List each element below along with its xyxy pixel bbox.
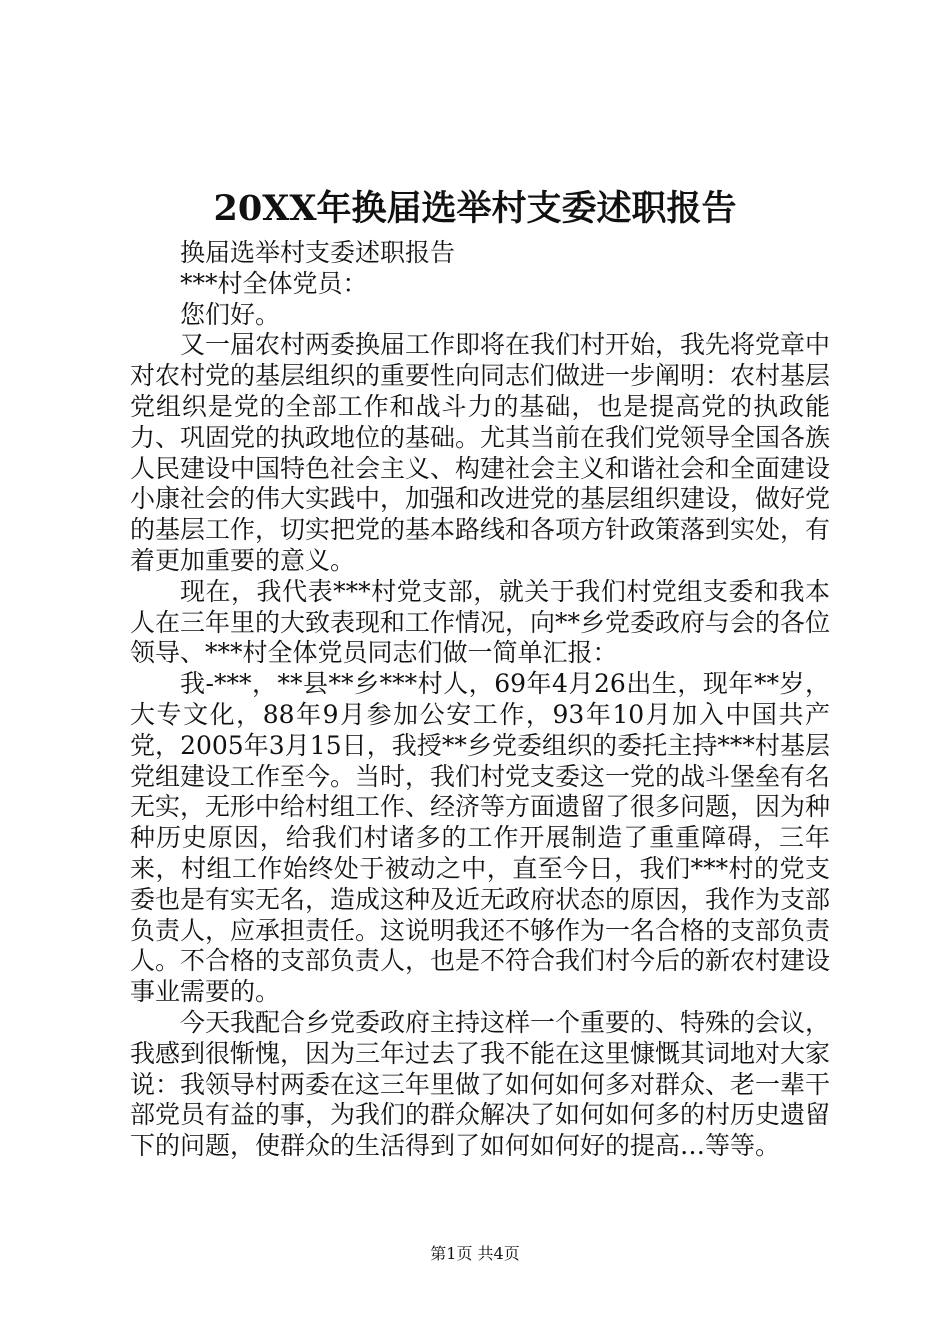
page-number-footer: 第1页 共4页	[430, 1244, 520, 1263]
body-paragraph: 又一届农村两委换届工作即将在我们村开始，我先将党章中对农村党的基层组织的重要性向同志们做进一步阐明：农村基层党组织是党的全部工作和战斗力的基础，也是提高党的执政能力、巩固党的执政地位的基础。尤其当前在我们党领导全国各族人民建设中国特色社会主义、构建社会主义和谐社会和全面建设小康社会的伟大实践中，加强和改进党的基层组织建设，做好党的基层工作，切实把党的基本路线和各项方针政策落到实处，有着更加重要的意义。	[130, 330, 831, 575]
salutation-paragraph: ***村全体党员：	[180, 268, 368, 298]
body-paragraph: 现在，我代表***村党支部，就关于我们村党组支委和我本人在三年里的大致表现和工作情况，向**乡党委政府与会的各位领导、***村全体党员同志们做一简单汇报：	[130, 576, 831, 668]
document-body	[130, 238, 830, 1162]
greeting-paragraph: 您们好。	[180, 299, 281, 329]
body-paragraph: 我-***，**县**乡***村人，69年4月26出生，现年**岁，大专文化，88年9月参加公安工作，93年10月加入中国共产党，2005年3月15日，我授**乡党委组织的委托主持***村基层党组建设工作至今。当时，我们村党支委这一党的战斗堡垒有名无实，无形中给村组工作、经济等方面遗留了很多问题，因为种种历史原因，给我们村诸多的工作开展制造了重重障碍，三年来，村组工作始终处于被动之中，直至今日，我们***村的党支委也是有实无名，造成这种及近无政府状态的原因，我作为支部负责人，应承担责任。这说明我还不够作为一名合格的支部负责人。不合格的支部负责人，也是不符合我们村今后的新农村建设事业需要的。	[130, 669, 831, 1007]
subtitle-paragraph: 换届选举村支委述职报告	[180, 238, 456, 267]
document-title: 20XX年换届选举村支委述职报告	[213, 188, 737, 229]
body-paragraph: 今天我配合乡党委政府主持这样一个重要的、特殊的会议，我感到很惭愧，因为三年过去了我不能在这里慷慨其词地对大家说：我领导村两委在这三年里做了如何如何多对群众、老一辈干部党员有益的事，为我们的群众解决了如何如何多的村历史遗留下的问题，使群众的生活得到了如何如何好的提高…等等。	[130, 1007, 831, 1161]
